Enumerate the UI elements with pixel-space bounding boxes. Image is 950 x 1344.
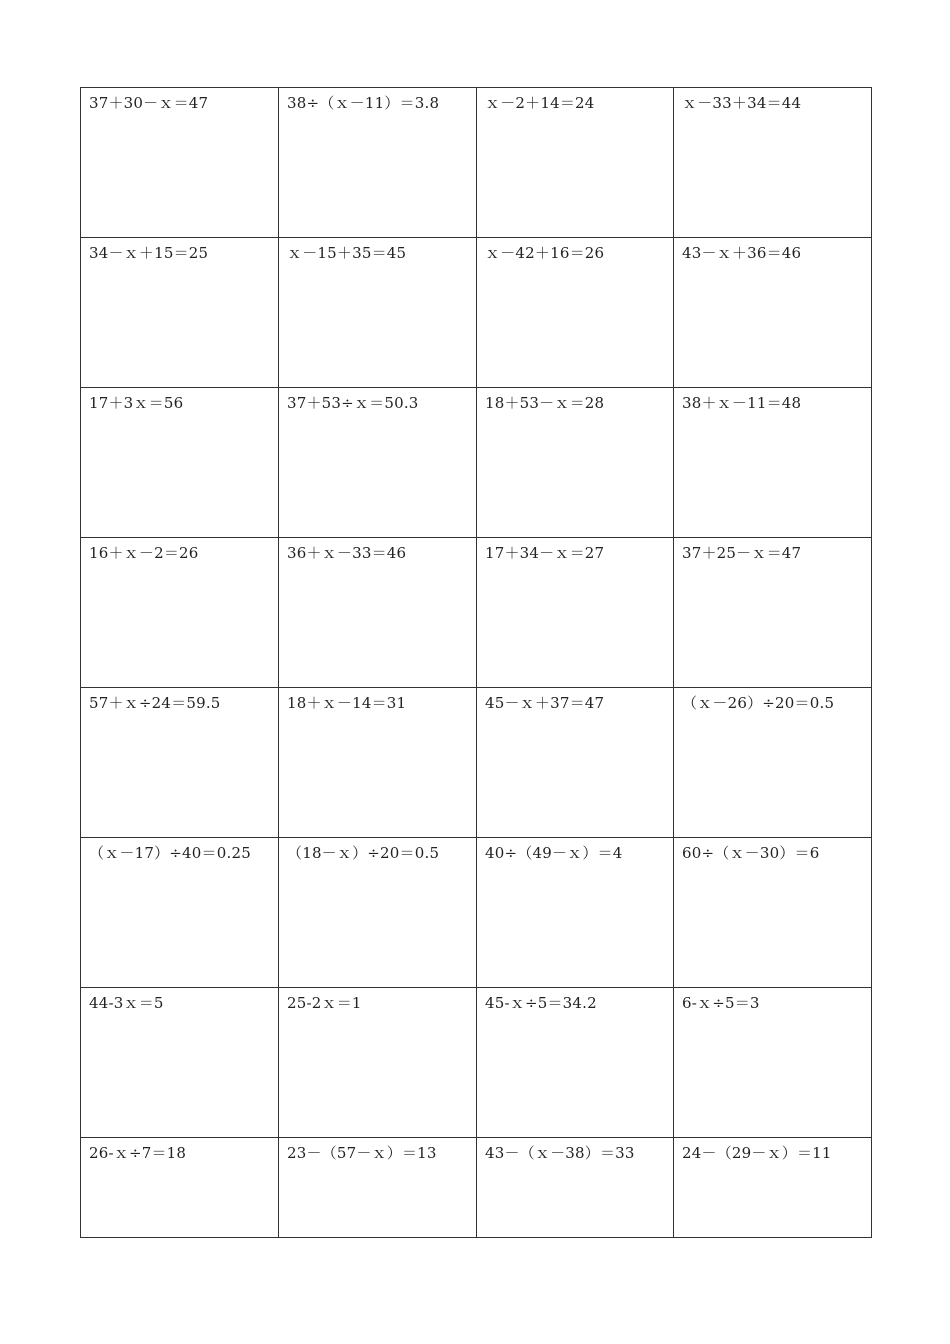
equation-text: （ｘ－26）÷20＝0.5 [682, 694, 835, 712]
table-row [81, 388, 872, 538]
equation-cell [477, 238, 674, 388]
table-row [81, 238, 872, 388]
equation-cell [81, 688, 279, 838]
equation-cell [279, 538, 477, 688]
equation-text: 44-3ｘ＝5 [89, 994, 164, 1012]
equation-cell [674, 688, 872, 838]
equation-cell [477, 388, 674, 538]
equation-text: 37＋30－ｘ＝47 [89, 94, 209, 112]
equation-cell [674, 1138, 872, 1238]
equation-cell [674, 238, 872, 388]
equation-cell [674, 538, 872, 688]
equation-text: ｘ－15＋35＝45 [287, 244, 407, 262]
equation-text: （18－ｘ）÷20＝0.5 [287, 844, 440, 862]
equation-text: 34－ｘ＋15＝25 [89, 244, 209, 262]
table-row [81, 88, 872, 238]
equation-text: 36＋ｘ－33＝46 [287, 544, 407, 562]
equation-cell [674, 388, 872, 538]
equation-cell [477, 838, 674, 988]
equation-cell [477, 1138, 674, 1238]
equation-cell [477, 988, 674, 1138]
equation-cell [279, 688, 477, 838]
equation-text: 17＋3ｘ＝56 [89, 394, 184, 412]
equation-text: 24－（29－ｘ）＝11 [682, 1144, 832, 1162]
equation-cell [279, 88, 477, 238]
equation-cell [81, 238, 279, 388]
equation-cell [81, 838, 279, 988]
equation-cell [477, 88, 674, 238]
equation-cell [81, 388, 279, 538]
equation-text: 37＋25－ｘ＝47 [682, 544, 802, 562]
equation-text: 23－（57－ｘ）＝13 [287, 1144, 437, 1162]
equation-text: ｘ－42＋16＝26 [485, 244, 605, 262]
equation-text: 17＋34－ｘ＝27 [485, 544, 605, 562]
equation-text: 6-ｘ÷5＝3 [682, 994, 760, 1012]
equation-text: 18＋53－ｘ＝28 [485, 394, 605, 412]
table-row [81, 838, 872, 988]
equation-cell [279, 238, 477, 388]
equation-text: 25-2ｘ＝1 [287, 994, 362, 1012]
equation-cell [279, 838, 477, 988]
equation-text: 40÷（49－ｘ）＝4 [485, 844, 623, 862]
equation-text: 38＋ｘ－11＝48 [682, 394, 802, 412]
equation-text: 18＋ｘ－14＝31 [287, 694, 407, 712]
equation-cell [477, 538, 674, 688]
equation-text: 45－ｘ＋37＝47 [485, 694, 605, 712]
table-row [81, 988, 872, 1138]
equation-text: 60÷（ｘ－30）＝6 [682, 844, 820, 862]
equation-text: ｘ－2＋14＝24 [485, 94, 595, 112]
equation-text: 26-ｘ÷7＝18 [89, 1144, 187, 1162]
equation-text: 37＋53÷ｘ＝50.3 [287, 394, 419, 412]
equation-text: 16＋ｘ－2＝26 [89, 544, 199, 562]
equation-text: 45-ｘ÷5＝34.2 [485, 994, 597, 1012]
equation-cell [674, 88, 872, 238]
equation-cell [674, 838, 872, 988]
equation-cell [279, 1138, 477, 1238]
equation-text: ｘ－33＋34＝44 [682, 94, 802, 112]
equation-cell [279, 388, 477, 538]
equation-text: 43－ｘ＋36＝46 [682, 244, 802, 262]
equation-text: （ｘ－17）÷40＝0.25 [89, 844, 251, 862]
table-row [81, 1138, 872, 1238]
equation-text: 57＋ｘ÷24＝59.5 [89, 694, 221, 712]
equation-cell [81, 1138, 279, 1238]
equation-cell [674, 988, 872, 1138]
equation-text: 38÷（ｘ－11）＝3.8 [287, 94, 440, 112]
equation-cell [81, 88, 279, 238]
equation-cell [81, 538, 279, 688]
equation-text: 43－（ｘ－38）＝33 [485, 1144, 635, 1162]
equation-cell [81, 988, 279, 1138]
equation-worksheet-table [80, 87, 872, 1238]
equation-cell [279, 988, 477, 1138]
table-row [81, 688, 872, 838]
table-row [81, 538, 872, 688]
equation-cell [477, 688, 674, 838]
